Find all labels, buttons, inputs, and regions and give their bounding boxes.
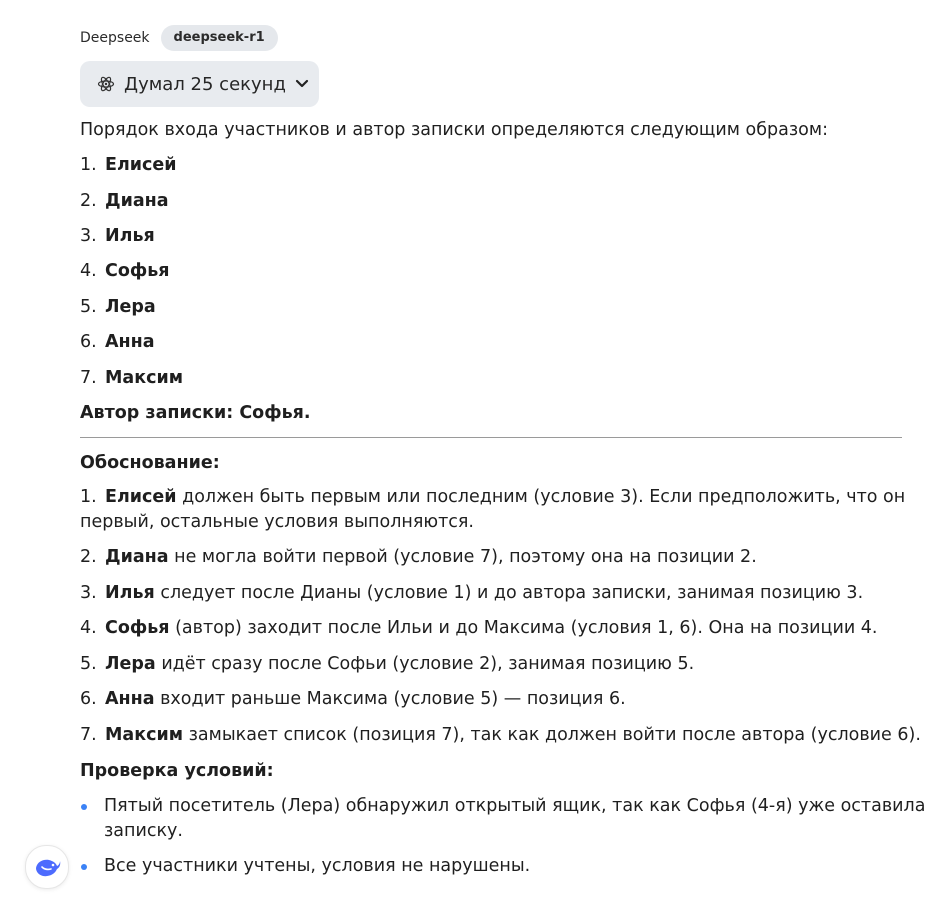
assistant-avatar (25, 845, 69, 889)
thinking-label: Думал 25 секунд (124, 73, 286, 95)
justification-item: 5. Лера идёт сразу после Софьи (условие 2), занимая позицию 5. (80, 654, 695, 674)
message-header (80, 25, 278, 51)
check-bullet-continuation: записку. (104, 821, 183, 841)
atom-icon (97, 75, 115, 93)
bullet-dot (81, 804, 87, 810)
justification-item: 3. Илья следует после Дианы (условие 1) и до автора записки, занимая позицию 3. (80, 583, 864, 603)
justification-item: 6. Анна входит раньше Максима (условие 5) — позиция 6. (80, 689, 626, 709)
list-item: 3. Илья (80, 226, 155, 246)
list-item: 6. Анна (80, 332, 155, 352)
list-item: 1. Елисей (80, 155, 177, 175)
justification-item: 4. Софья (автор) заходит после Ильи и до Максима (условия 1, 6). Она на позиции 4. (80, 618, 878, 638)
bullet-dot (81, 864, 87, 870)
check-heading: Проверка условий: (80, 761, 274, 781)
justification-item-continuation: первый, остальные условия выполняются. (80, 512, 474, 532)
list-item: 2. Диана (80, 191, 169, 211)
provider-name: Deepseek (80, 30, 150, 46)
justification-item: 7. Максим замыкает список (позиция 7), так как должен войти после автора (условие 6). (80, 725, 921, 745)
list-item: 4. Софья (80, 261, 170, 281)
justification-heading: Обоснование: (80, 453, 220, 473)
thinking-toggle-button[interactable] (80, 61, 319, 107)
author-line: Автор записки: Софья. (80, 403, 311, 423)
check-bullet: Пятый посетитель (Лера) обнаружил открытый ящик, так как Софья (4-я) уже оставила (104, 796, 926, 816)
deepseek-whale-icon (33, 856, 61, 878)
model-badge: deepseek-r1 (161, 25, 278, 51)
check-bullet: Все участники учтены, условия не нарушены. (104, 856, 531, 876)
list-item: 5. Лера (80, 297, 156, 317)
justification-item: 1. Елисей должен быть первым или последним (условие 3). Если предположить, что он (80, 487, 906, 507)
intro-text: Порядок входа участников и автор записки определяются следующим образом: (80, 120, 828, 140)
justification-item: 2. Диана не могла войти первой (условие 7), поэтому она на позиции 2. (80, 547, 757, 567)
chevron-down-icon (295, 79, 309, 89)
divider (80, 437, 902, 438)
list-item: 7. Максим (80, 368, 184, 388)
